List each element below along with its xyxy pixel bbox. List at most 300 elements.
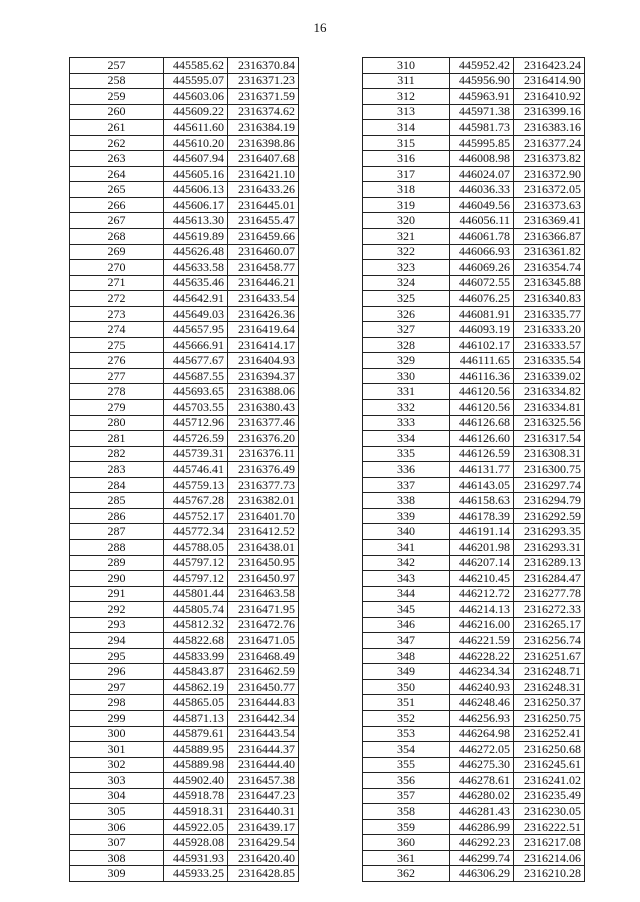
point-number-cell: 315	[363, 135, 450, 151]
page-number: 16	[313, 20, 327, 35]
point-number-cell: 359	[363, 819, 450, 835]
x-coordinate-cell: 446221.59	[450, 633, 514, 649]
x-coordinate-cell: 445928.08	[164, 835, 228, 851]
x-coordinate-cell: 445772.34	[164, 524, 228, 540]
table-row	[363, 415, 585, 431]
table-row	[363, 804, 585, 820]
table-row	[70, 664, 299, 680]
table-row	[70, 850, 299, 866]
x-coordinate-cell: 445801.44	[164, 586, 228, 602]
y-coordinate-cell: 2316384.19	[228, 120, 299, 136]
x-coordinate-cell: 445703.55	[164, 400, 228, 416]
table-row	[363, 555, 585, 571]
point-number-cell: 358	[363, 804, 450, 820]
table-row	[363, 819, 585, 835]
point-number-cell: 303	[70, 773, 164, 789]
x-coordinate-cell: 445952.42	[450, 58, 514, 74]
x-coordinate-cell: 445805.74	[164, 602, 228, 618]
point-number-cell: 285	[70, 493, 164, 509]
table-row	[363, 431, 585, 447]
y-coordinate-cell: 2316429.54	[228, 835, 299, 851]
y-coordinate-cell: 2316335.77	[514, 306, 585, 322]
point-number-cell: 326	[363, 306, 450, 322]
y-coordinate-cell: 2316284.47	[514, 571, 585, 587]
point-number-cell: 355	[363, 757, 450, 773]
x-coordinate-cell: 445642.91	[164, 291, 228, 307]
point-number-cell: 305	[70, 804, 164, 820]
x-coordinate-cell: 446264.98	[450, 726, 514, 742]
x-coordinate-cell: 446069.26	[450, 260, 514, 276]
y-coordinate-cell: 2316420.40	[228, 850, 299, 866]
table-row	[70, 229, 299, 245]
y-coordinate-cell: 2316373.63	[514, 197, 585, 213]
y-coordinate-cell: 2316380.43	[228, 400, 299, 416]
point-number-cell: 319	[363, 197, 450, 213]
point-number-cell: 353	[363, 726, 450, 742]
y-coordinate-cell: 2316394.37	[228, 368, 299, 384]
x-coordinate-cell: 445822.68	[164, 633, 228, 649]
x-coordinate-cell: 445767.28	[164, 493, 228, 509]
x-coordinate-cell: 445633.58	[164, 260, 228, 276]
point-number-cell: 258	[70, 73, 164, 89]
x-coordinate-cell: 445933.25	[164, 866, 228, 882]
point-number-cell: 274	[70, 322, 164, 338]
table-row	[363, 773, 585, 789]
x-coordinate-cell: 446126.60	[450, 431, 514, 447]
table-row	[363, 213, 585, 229]
table-row	[363, 244, 585, 260]
point-number-cell: 362	[363, 866, 450, 882]
x-coordinate-cell: 446286.99	[450, 819, 514, 835]
x-coordinate-cell: 445746.41	[164, 462, 228, 478]
y-coordinate-cell: 2316334.81	[514, 400, 585, 416]
x-coordinate-cell: 446158.63	[450, 493, 514, 509]
point-number-cell: 324	[363, 275, 450, 291]
y-coordinate-cell: 2316428.85	[228, 866, 299, 882]
x-coordinate-cell: 445963.91	[450, 89, 514, 105]
y-coordinate-cell: 2316450.95	[228, 555, 299, 571]
table-row	[363, 835, 585, 851]
table-row	[70, 120, 299, 136]
table-row	[363, 446, 585, 462]
point-number-cell: 332	[363, 400, 450, 416]
point-number-cell: 331	[363, 384, 450, 400]
table-row	[363, 120, 585, 136]
x-coordinate-cell: 445635.46	[164, 275, 228, 291]
table-row	[70, 104, 299, 120]
y-coordinate-cell: 2316439.17	[228, 819, 299, 835]
x-coordinate-cell: 446299.74	[450, 850, 514, 866]
x-coordinate-cell: 446207.14	[450, 555, 514, 571]
table-row	[363, 742, 585, 758]
y-coordinate-cell: 2316235.49	[514, 788, 585, 804]
y-coordinate-cell: 2316445.01	[228, 197, 299, 213]
y-coordinate-cell: 2316419.64	[228, 322, 299, 338]
y-coordinate-cell: 2316371.59	[228, 89, 299, 105]
x-coordinate-cell: 445657.95	[164, 322, 228, 338]
table-row	[363, 524, 585, 540]
y-coordinate-cell: 2316366.87	[514, 229, 585, 245]
point-number-cell: 361	[363, 850, 450, 866]
table-row	[363, 322, 585, 338]
y-coordinate-cell: 2316248.71	[514, 664, 585, 680]
point-number-cell: 295	[70, 648, 164, 664]
table-row	[363, 89, 585, 105]
table-row	[70, 291, 299, 307]
x-coordinate-cell: 446056.11	[450, 213, 514, 229]
table-row	[363, 586, 585, 602]
table-row	[70, 539, 299, 555]
y-coordinate-cell: 2316277.78	[514, 586, 585, 602]
table-row	[70, 602, 299, 618]
y-coordinate-cell: 2316399.16	[514, 104, 585, 120]
table-row	[70, 788, 299, 804]
table-row	[363, 353, 585, 369]
y-coordinate-cell: 2316377.24	[514, 135, 585, 151]
y-coordinate-cell: 2316252.41	[514, 726, 585, 742]
x-coordinate-cell: 445626.48	[164, 244, 228, 260]
y-coordinate-cell: 2316222.51	[514, 819, 585, 835]
table-row	[70, 275, 299, 291]
x-coordinate-cell: 445613.30	[164, 213, 228, 229]
table-row	[363, 384, 585, 400]
y-coordinate-cell: 2316210.28	[514, 866, 585, 882]
y-coordinate-cell: 2316251.67	[514, 648, 585, 664]
point-number-cell: 263	[70, 151, 164, 167]
x-coordinate-cell: 445606.13	[164, 182, 228, 198]
x-coordinate-cell: 445902.40	[164, 773, 228, 789]
point-number-cell: 337	[363, 477, 450, 493]
point-number-cell: 297	[70, 679, 164, 695]
table-row	[70, 710, 299, 726]
y-coordinate-cell: 2316345.88	[514, 275, 585, 291]
table-row	[70, 244, 299, 260]
table-row	[70, 571, 299, 587]
y-coordinate-cell: 2316438.01	[228, 539, 299, 555]
x-coordinate-cell: 445931.93	[164, 850, 228, 866]
point-number-cell: 346	[363, 617, 450, 633]
point-number-cell: 328	[363, 337, 450, 353]
y-coordinate-cell: 2316423.24	[514, 58, 585, 74]
y-coordinate-cell: 2316250.75	[514, 710, 585, 726]
point-number-cell: 350	[363, 679, 450, 695]
y-coordinate-cell: 2316265.17	[514, 617, 585, 633]
y-coordinate-cell: 2316214.06	[514, 850, 585, 866]
point-number-cell: 294	[70, 633, 164, 649]
table-row	[363, 710, 585, 726]
x-coordinate-cell: 446024.07	[450, 166, 514, 182]
table-row	[363, 73, 585, 89]
point-number-cell: 288	[70, 539, 164, 555]
point-number-cell: 323	[363, 260, 450, 276]
y-coordinate-cell: 2316369.41	[514, 213, 585, 229]
table-row	[70, 151, 299, 167]
x-coordinate-cell: 445609.22	[164, 104, 228, 120]
y-coordinate-cell: 2316383.16	[514, 120, 585, 136]
table-row	[363, 197, 585, 213]
point-number-cell: 352	[363, 710, 450, 726]
table-row	[363, 617, 585, 633]
point-number-cell: 311	[363, 73, 450, 89]
table-row	[70, 617, 299, 633]
x-coordinate-cell: 445797.12	[164, 571, 228, 587]
y-coordinate-cell: 2316256.74	[514, 633, 585, 649]
y-coordinate-cell: 2316361.82	[514, 244, 585, 260]
x-coordinate-cell: 446280.02	[450, 788, 514, 804]
x-coordinate-cell: 446126.59	[450, 446, 514, 462]
x-coordinate-cell: 445971.38	[450, 104, 514, 120]
point-number-cell: 325	[363, 291, 450, 307]
y-coordinate-cell: 2316450.97	[228, 571, 299, 587]
x-coordinate-cell: 445739.31	[164, 446, 228, 462]
point-number-cell: 314	[363, 120, 450, 136]
table-row	[70, 493, 299, 509]
x-coordinate-cell: 446061.78	[450, 229, 514, 245]
x-coordinate-cell: 445606.17	[164, 197, 228, 213]
point-number-cell: 280	[70, 415, 164, 431]
x-coordinate-cell: 445865.05	[164, 695, 228, 711]
point-number-cell: 279	[70, 400, 164, 416]
point-number-cell: 261	[70, 120, 164, 136]
point-number-cell: 351	[363, 695, 450, 711]
table-row	[70, 555, 299, 571]
table-row	[70, 446, 299, 462]
table-row	[363, 291, 585, 307]
point-number-cell: 334	[363, 431, 450, 447]
point-number-cell: 269	[70, 244, 164, 260]
point-number-cell: 336	[363, 462, 450, 478]
y-coordinate-cell: 2316217.08	[514, 835, 585, 851]
x-coordinate-cell: 445649.03	[164, 306, 228, 322]
y-coordinate-cell: 2316404.93	[228, 353, 299, 369]
point-number-cell: 339	[363, 508, 450, 524]
x-coordinate-cell: 446111.65	[450, 353, 514, 369]
y-coordinate-cell: 2316414.90	[514, 73, 585, 89]
point-number-cell: 335	[363, 446, 450, 462]
y-coordinate-cell: 2316245.61	[514, 757, 585, 773]
table-row	[70, 213, 299, 229]
table-row	[70, 695, 299, 711]
y-coordinate-cell: 2316339.02	[514, 368, 585, 384]
x-coordinate-cell: 445995.85	[450, 135, 514, 151]
y-coordinate-cell: 2316444.40	[228, 757, 299, 773]
x-coordinate-cell: 445797.12	[164, 555, 228, 571]
y-coordinate-cell: 2316293.35	[514, 524, 585, 540]
x-coordinate-cell: 446214.13	[450, 602, 514, 618]
point-number-cell: 356	[363, 773, 450, 789]
point-number-cell: 292	[70, 602, 164, 618]
y-coordinate-cell: 2316468.49	[228, 648, 299, 664]
y-coordinate-cell: 2316294.79	[514, 493, 585, 509]
x-coordinate-cell: 446281.43	[450, 804, 514, 820]
y-coordinate-cell: 2316446.21	[228, 275, 299, 291]
x-coordinate-cell: 446126.68	[450, 415, 514, 431]
point-number-cell: 283	[70, 462, 164, 478]
table-row	[363, 182, 585, 198]
y-coordinate-cell: 2316410.92	[514, 89, 585, 105]
y-coordinate-cell: 2316443.54	[228, 726, 299, 742]
y-coordinate-cell: 2316382.01	[228, 493, 299, 509]
x-coordinate-cell: 445603.06	[164, 89, 228, 105]
point-number-cell: 313	[363, 104, 450, 120]
y-coordinate-cell: 2316250.68	[514, 742, 585, 758]
table-row	[363, 866, 585, 882]
table-row	[70, 726, 299, 742]
y-coordinate-cell: 2316300.75	[514, 462, 585, 478]
x-coordinate-cell: 445712.96	[164, 415, 228, 431]
x-coordinate-cell: 446143.05	[450, 477, 514, 493]
table-row	[363, 166, 585, 182]
y-coordinate-cell: 2316250.37	[514, 695, 585, 711]
table-row	[70, 415, 299, 431]
point-number-cell: 290	[70, 571, 164, 587]
point-number-cell: 264	[70, 166, 164, 182]
table-row	[70, 58, 299, 74]
x-coordinate-cell: 446212.72	[450, 586, 514, 602]
point-number-cell: 342	[363, 555, 450, 571]
y-coordinate-cell: 2316388.06	[228, 384, 299, 400]
y-coordinate-cell: 2316447.23	[228, 788, 299, 804]
point-number-cell: 275	[70, 337, 164, 353]
x-coordinate-cell: 446072.55	[450, 275, 514, 291]
point-number-cell: 330	[363, 368, 450, 384]
y-coordinate-cell: 2316450.77	[228, 679, 299, 695]
table-row	[363, 648, 585, 664]
table-row	[70, 462, 299, 478]
y-coordinate-cell: 2316440.31	[228, 804, 299, 820]
x-coordinate-cell: 445956.90	[450, 73, 514, 89]
y-coordinate-cell: 2316373.82	[514, 151, 585, 167]
table-row	[363, 477, 585, 493]
table-row	[70, 508, 299, 524]
table-row	[70, 384, 299, 400]
table-row	[70, 182, 299, 198]
table-row	[70, 337, 299, 353]
point-number-cell: 329	[363, 353, 450, 369]
y-coordinate-cell: 2316340.83	[514, 291, 585, 307]
y-coordinate-cell: 2316444.83	[228, 695, 299, 711]
table-row	[70, 742, 299, 758]
y-coordinate-cell: 2316241.02	[514, 773, 585, 789]
y-coordinate-cell: 2316455.47	[228, 213, 299, 229]
x-coordinate-cell: 446234.34	[450, 664, 514, 680]
table-row	[363, 104, 585, 120]
x-coordinate-cell: 446256.93	[450, 710, 514, 726]
y-coordinate-cell: 2316289.13	[514, 555, 585, 571]
table-row	[363, 151, 585, 167]
y-coordinate-cell: 2316372.90	[514, 166, 585, 182]
x-coordinate-cell: 446210.45	[450, 571, 514, 587]
point-number-cell: 360	[363, 835, 450, 851]
table-row	[70, 757, 299, 773]
point-number-cell: 306	[70, 819, 164, 835]
x-coordinate-cell: 445918.31	[164, 804, 228, 820]
y-coordinate-cell: 2316325.56	[514, 415, 585, 431]
x-coordinate-cell: 445879.61	[164, 726, 228, 742]
point-number-cell: 312	[363, 89, 450, 105]
y-coordinate-cell: 2316457.38	[228, 773, 299, 789]
point-number-cell: 344	[363, 586, 450, 602]
y-coordinate-cell: 2316372.05	[514, 182, 585, 198]
point-number-cell: 343	[363, 571, 450, 587]
point-number-cell: 307	[70, 835, 164, 851]
y-coordinate-cell: 2316462.59	[228, 664, 299, 680]
y-coordinate-cell: 2316297.74	[514, 477, 585, 493]
x-coordinate-cell: 446066.93	[450, 244, 514, 260]
point-number-cell: 345	[363, 602, 450, 618]
point-number-cell: 318	[363, 182, 450, 198]
y-coordinate-cell: 2316376.11	[228, 446, 299, 462]
point-number-cell: 347	[363, 633, 450, 649]
table-row	[363, 58, 585, 74]
y-coordinate-cell: 2316442.34	[228, 710, 299, 726]
x-coordinate-cell: 446081.91	[450, 306, 514, 322]
table-row	[363, 633, 585, 649]
y-coordinate-cell: 2316460.07	[228, 244, 299, 260]
table-row	[70, 197, 299, 213]
y-coordinate-cell: 2316398.86	[228, 135, 299, 151]
point-number-cell: 316	[363, 151, 450, 167]
coordinates-table-left	[69, 57, 299, 882]
x-coordinate-cell: 445687.55	[164, 368, 228, 384]
table-row	[363, 493, 585, 509]
x-coordinate-cell: 446292.23	[450, 835, 514, 851]
table-row	[363, 400, 585, 416]
table-row	[70, 368, 299, 384]
point-number-cell: 284	[70, 477, 164, 493]
y-coordinate-cell: 2316414.17	[228, 337, 299, 353]
point-number-cell: 308	[70, 850, 164, 866]
table-row	[363, 462, 585, 478]
table-row	[363, 664, 585, 680]
table-row	[363, 275, 585, 291]
point-number-cell: 327	[363, 322, 450, 338]
x-coordinate-cell: 445788.05	[164, 539, 228, 555]
point-number-cell: 321	[363, 229, 450, 245]
point-number-cell: 309	[70, 866, 164, 882]
y-coordinate-cell: 2316333.57	[514, 337, 585, 353]
point-number-cell: 317	[363, 166, 450, 182]
point-number-cell: 296	[70, 664, 164, 680]
point-number-cell: 272	[70, 291, 164, 307]
y-coordinate-cell: 2316292.59	[514, 508, 585, 524]
table-row	[70, 773, 299, 789]
x-coordinate-cell: 445677.67	[164, 353, 228, 369]
y-coordinate-cell: 2316376.49	[228, 462, 299, 478]
y-coordinate-cell: 2316293.31	[514, 539, 585, 555]
x-coordinate-cell: 445666.91	[164, 337, 228, 353]
point-number-cell: 348	[363, 648, 450, 664]
table-row	[70, 166, 299, 182]
table-row	[363, 602, 585, 618]
x-coordinate-cell: 446191.14	[450, 524, 514, 540]
x-coordinate-cell: 445726.59	[164, 431, 228, 447]
x-coordinate-cell: 446278.61	[450, 773, 514, 789]
point-number-cell: 299	[70, 710, 164, 726]
x-coordinate-cell: 446102.17	[450, 337, 514, 353]
point-number-cell: 282	[70, 446, 164, 462]
table-row	[70, 322, 299, 338]
point-number-cell: 291	[70, 586, 164, 602]
x-coordinate-cell: 446178.39	[450, 508, 514, 524]
x-coordinate-cell: 445871.13	[164, 710, 228, 726]
point-number-cell: 310	[363, 58, 450, 74]
x-coordinate-cell: 446116.36	[450, 368, 514, 384]
x-coordinate-cell: 445981.73	[450, 120, 514, 136]
table-row	[70, 804, 299, 820]
point-number-cell: 278	[70, 384, 164, 400]
x-coordinate-cell: 445619.89	[164, 229, 228, 245]
